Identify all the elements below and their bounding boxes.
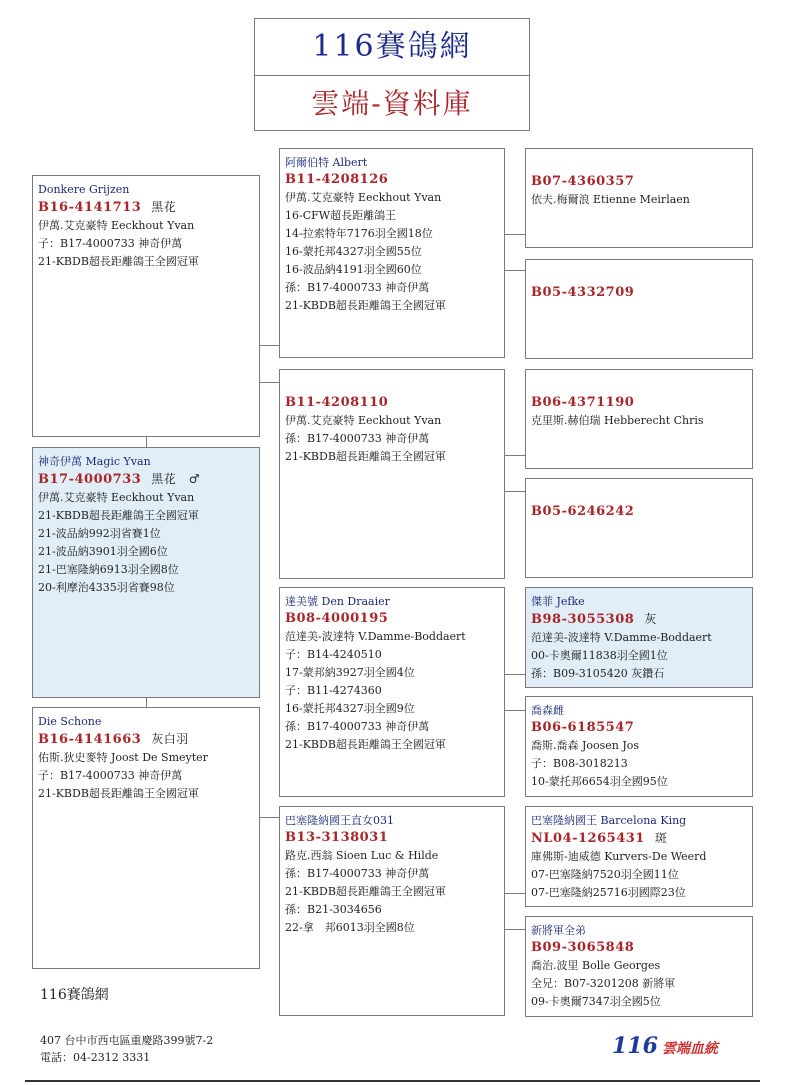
feather-color: 黑花 ♂ xyxy=(151,472,201,486)
ring-number: B17-4000733 xyxy=(38,472,142,487)
footer-site-name: 116賽鴿網 xyxy=(40,987,109,1003)
bird-name: 神奇伊萬 Magic Yvan xyxy=(38,455,151,468)
great-grandparent-card[interactable] xyxy=(525,148,753,248)
great-grandparent-card[interactable] xyxy=(525,369,753,469)
info-line: 07-巴塞隆納25716羽國際23位 xyxy=(531,886,686,899)
bird-name: Donkere Grijzen xyxy=(38,183,130,196)
info-line: 子：B11-4274360 xyxy=(285,684,382,697)
ring-number: NL04-1265431 xyxy=(531,831,645,846)
title-box xyxy=(254,18,530,131)
bird-name: Die Schone xyxy=(38,715,102,728)
info-line: 00-卡奧爾11838羽全國1位 xyxy=(531,649,668,662)
info-line: 范達美-波達特 V.Damme-Boddaert xyxy=(285,630,466,643)
connector xyxy=(260,817,279,818)
info-line: 21-巴塞隆納6913羽全國8位 xyxy=(38,563,179,576)
logo-number: 116 xyxy=(612,1033,658,1059)
bird-name: 達美號 Den Draaier xyxy=(285,595,390,608)
connector xyxy=(260,382,279,383)
info-line: 伊萬.艾克豪特 Eeckhout Yvan xyxy=(285,414,442,427)
info-line: 伊萬.艾克豪特 Eeckhout Yvan xyxy=(38,491,195,504)
feather-color: 斑 xyxy=(654,831,668,845)
connector xyxy=(505,893,525,894)
logo-text: 雲端血統 xyxy=(661,1041,718,1057)
great-grandparent-card[interactable] xyxy=(525,259,753,359)
connector xyxy=(505,491,525,492)
info-line: 伊萬.艾克豪特 Eeckhout Yvan xyxy=(38,219,195,232)
connector xyxy=(505,674,525,675)
info-line: 孫：B21-3034656 xyxy=(285,903,382,916)
ring-number: B13-3138031 xyxy=(285,830,389,845)
info-line: 09-卡奧爾7347羽全國5位 xyxy=(531,995,661,1008)
info-line: 16-CFW超長距離鴿王 xyxy=(285,209,397,222)
subject-card[interactable] xyxy=(32,447,260,698)
footer-address: 407 台中市西屯區重慶路399號7-2 xyxy=(40,1034,214,1047)
grandparent-card[interactable] xyxy=(279,806,505,1016)
connector xyxy=(505,270,525,271)
sire-card[interactable] xyxy=(32,175,260,437)
feather-color: 灰白羽 xyxy=(151,732,189,746)
connector xyxy=(260,345,279,346)
bird-name: 巴塞隆納國王 Barcelona King xyxy=(531,814,687,827)
info-line: 21-KBDB超長距離鴿王全國冠軍 xyxy=(38,787,199,800)
ring-number: B08-4000195 xyxy=(285,611,389,626)
info-line: 21-KBDB超長距離鴿王全國冠軍 xyxy=(38,255,199,268)
great-grandparent-card[interactable] xyxy=(525,478,753,578)
info-line: 21-KBDB超長距離鴿王全國冠軍 xyxy=(285,299,446,312)
info-line: 庫佛斯-迪威德 Kurvers-De Weerd xyxy=(531,850,707,863)
site-title: 116賽鴿網 xyxy=(255,19,529,76)
info-line: 范達美-波達特 V.Damme-Boddaert xyxy=(531,631,712,644)
info-line: 佑斯.狄史麥特 Joost De Smeyter xyxy=(38,751,208,764)
feather-color: 灰 xyxy=(644,612,657,626)
info-line: 伊萬.艾克豪特 Eeckhout Yvan xyxy=(285,191,442,204)
info-line: 20-利摩治4335羽省賽98位 xyxy=(38,581,175,594)
connector xyxy=(146,698,147,707)
ring-number: B11-4208126 xyxy=(285,172,389,187)
info-line: 全兄：B07-3201208 新將軍 xyxy=(531,977,676,990)
info-line: 喬治.波里 Bolle Georges xyxy=(531,959,661,972)
ring-number: B07-4360357 xyxy=(531,174,635,189)
info-line: 14-拉索特年7176羽全國18位 xyxy=(285,227,433,240)
info-line: 21-KBDB超長距離鴿王全國冠軍 xyxy=(38,509,199,522)
ring-number: B98-3055308 xyxy=(531,612,635,627)
info-line: 21-KBDB超長距離鴿王全國冠軍 xyxy=(285,885,446,898)
great-grandparent-card[interactable] xyxy=(525,587,753,688)
info-line: 16-波品納4191羽全國60位 xyxy=(285,263,422,276)
connector xyxy=(505,455,525,456)
info-line: 21-波品納3901羽全國6位 xyxy=(38,545,168,558)
info-line: 22-拿 邦6013羽全國8位 xyxy=(285,921,415,934)
info-line: 子：B08-3018213 xyxy=(531,757,628,770)
info-line: 孫：B09-3105420 灰鑽石 xyxy=(531,667,665,680)
ring-number: B05-4332709 xyxy=(531,285,635,300)
info-line: 16-蒙托邦4327羽全國55位 xyxy=(285,245,422,258)
info-line: 21-KBDB超長距離鴿王全國冠軍 xyxy=(285,450,446,463)
info-line: 子：B17-4000733 神奇伊萬 xyxy=(38,769,183,782)
great-grandparent-card[interactable] xyxy=(525,806,753,907)
dam-card[interactable] xyxy=(32,707,260,969)
info-line: 孫：B17-4000733 神奇伊萬 xyxy=(285,867,430,880)
info-line: 子：B17-4000733 神奇伊萬 xyxy=(38,237,183,250)
ring-number: B06-4371190 xyxy=(531,395,635,410)
bird-name: 傑菲 Jefke xyxy=(531,595,585,608)
bird-name: 巴塞隆納國王直女031 xyxy=(285,814,394,827)
info-line: 17-蒙邦納3927羽全國4位 xyxy=(285,666,415,679)
info-line: 21-波品納992羽省賽1位 xyxy=(38,527,161,540)
connector xyxy=(505,929,525,930)
connector xyxy=(505,710,525,711)
connector xyxy=(146,437,147,447)
feather-color: 黑花 xyxy=(151,200,177,214)
info-line: 克里斯.赫伯瑞 Hebberecht Chris xyxy=(531,414,704,427)
bird-name: 新將軍全弟 xyxy=(531,924,586,937)
info-line: 孫：B17-4000733 神奇伊萬 xyxy=(285,281,430,294)
ring-number: B16-4141663 xyxy=(38,732,142,747)
ring-number: B06-6185547 xyxy=(531,720,635,735)
grandparent-card[interactable] xyxy=(279,148,505,358)
ring-number: B16-4141713 xyxy=(38,200,142,215)
great-grandparent-card[interactable] xyxy=(525,916,753,1017)
footer-contact xyxy=(40,1032,213,1066)
grandparent-card[interactable] xyxy=(279,587,505,797)
info-line: 10-蒙托邦6654羽全國95位 xyxy=(531,775,668,788)
info-line: 依夫.梅爾浪 Etienne Meirlaen xyxy=(531,193,690,206)
great-grandparent-card[interactable] xyxy=(525,696,753,797)
database-title: 雲端-資料庫 xyxy=(311,87,473,120)
info-line: 子：B14-4240510 xyxy=(285,648,382,661)
bird-name: 喬森雌 xyxy=(531,704,564,717)
info-line: 16-蒙托邦4327羽全國9位 xyxy=(285,702,415,715)
info-line: 07-巴塞隆納7520羽全國11位 xyxy=(531,868,679,881)
ring-number: B05-6246242 xyxy=(531,504,635,519)
bird-name: 阿爾伯特 Albert xyxy=(285,156,368,169)
connector xyxy=(505,234,525,235)
info-line: 喬斯.喬森 Joosen Jos xyxy=(531,739,640,752)
bottom-divider xyxy=(25,1080,760,1082)
ring-number: B11-4208110 xyxy=(285,395,389,410)
grandparent-card[interactable] xyxy=(279,369,505,579)
info-line: 21-KBDB超長距離鴿王全國冠軍 xyxy=(285,738,446,751)
brand-logo xyxy=(612,1033,718,1059)
ring-number: B09-3065848 xyxy=(531,940,635,955)
info-line: 路克.西翁 Sioen Luc & Hilde xyxy=(285,849,439,862)
footer-phone: 電話：04-2312 3331 xyxy=(40,1051,151,1064)
info-line: 孫：B17-4000733 神奇伊萬 xyxy=(285,720,430,733)
info-line: 孫：B17-4000733 神奇伊萬 xyxy=(285,432,430,445)
